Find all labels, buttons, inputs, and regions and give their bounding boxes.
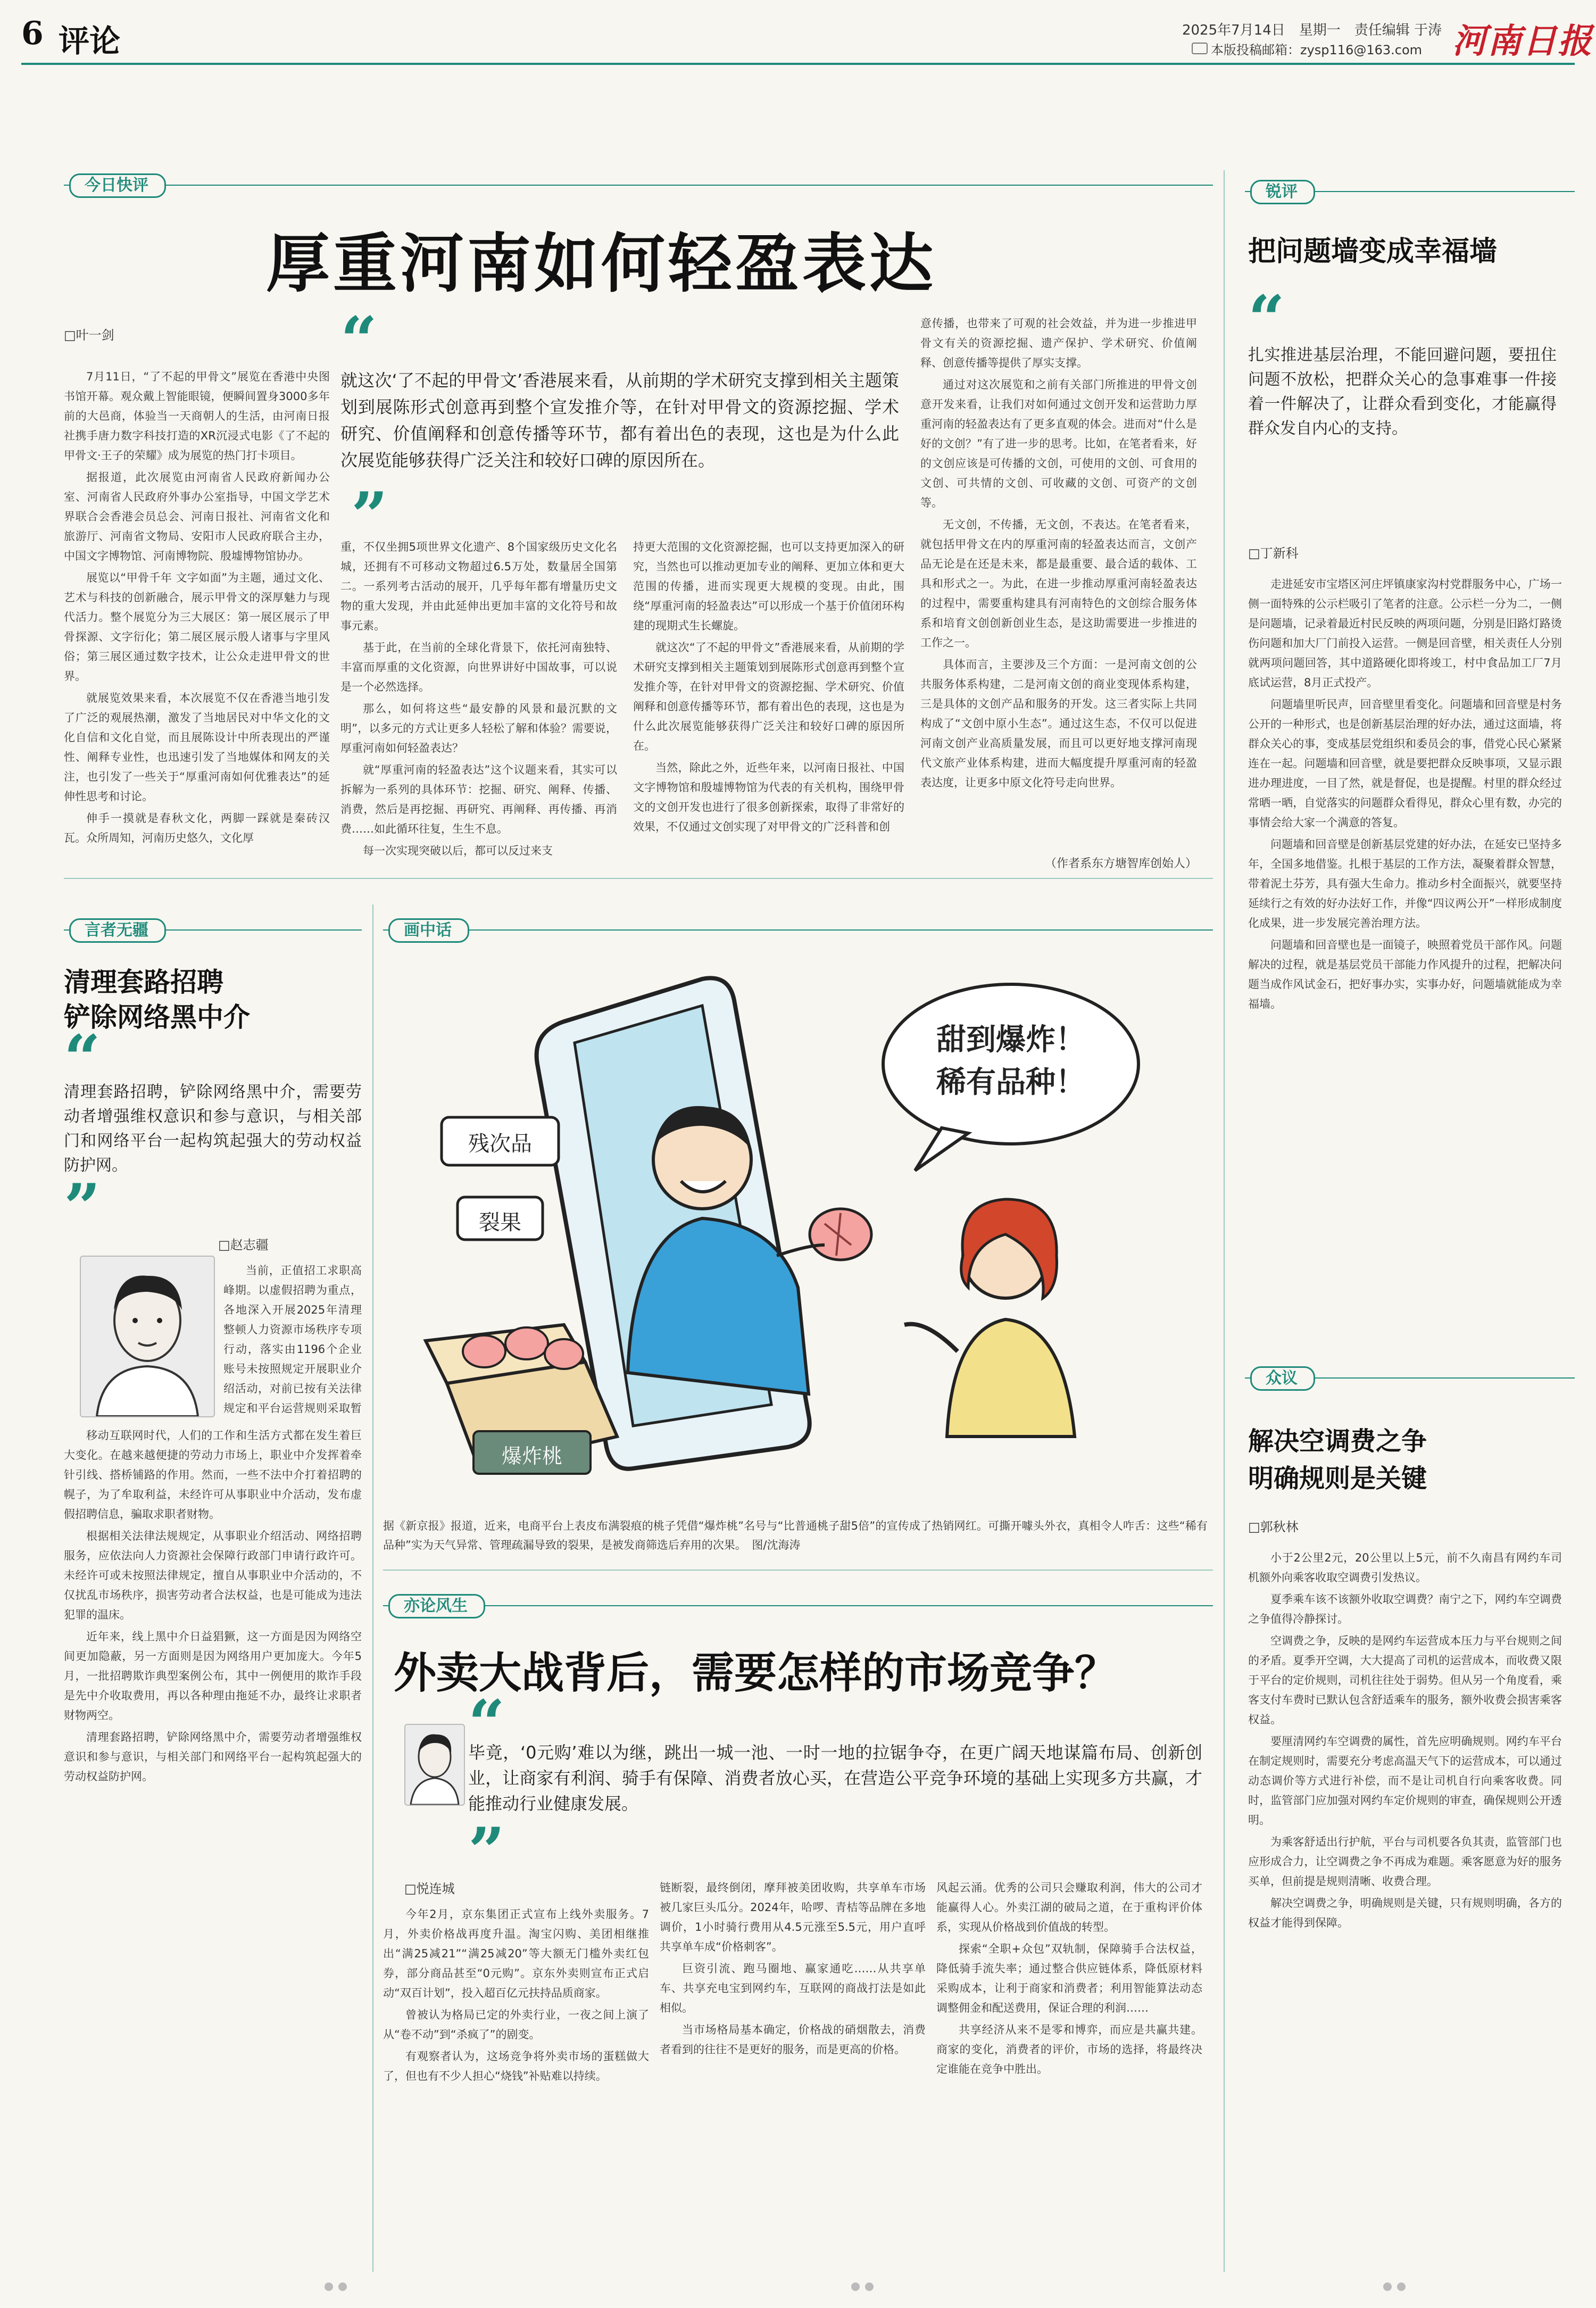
bottom-col1-paragraph: 曾被认为格局已定的外卖行业，一夜之间上演了从“卷不动”到“杀疯了”的剧变。 [383, 2008, 649, 2041]
bottom-tag-line [383, 1605, 1213, 1606]
cartoon-caption: 据《新京报》报道，近来，电商平台上表皮布满裂痕的桃子凭借“爆炸桃”名号与“比普通桃子甜5倍”的宣传成了热销网红。可撕开噱头外衣，真相令人咋舌：这些“稀有品种”实为天气异常、管理疏漏导致的裂果，是被发商筛选后弃用的次果。 图/沈海涛 [383, 1520, 1208, 1551]
email-line: 本版投稿邮箱：zysp116@163.com [1211, 43, 1423, 57]
lead-col2-paragraph: 重，不仅坐拥5项世界文化遗产、8个国家级历史文化名城，还拥有不可移动文物超过6.5万处，数量居全国第二。一系列考古活动的展开，几乎每年都有增量历史文物的重大发现，并由此延伸出更加丰富的文化符号和故事元素。 [340, 541, 617, 632]
left-paragraph: 当前，正值招工求职高峰期。以虚假招聘为重点，各地深入开展2025年清理整顿人力资源市场秩序专项行动，落实由1196个企业账号未按照规定开展职业介绍活动，对前已按有关法律规定和平台运营规则采取暂 [223, 1264, 362, 1415]
sidebar-top-title: 把问题墙变成幸福墙 [1248, 236, 1498, 268]
seller-figure-icon [628, 1106, 871, 1394]
sidebar-bottom-paragraph: 小于2公里2元，20公里以上5元，前不久南昌有网约车司机额外向乘客收取空调费引发热议。 [1248, 1551, 1562, 1584]
left-tag: 言者无疆 [69, 918, 166, 943]
sidebar-bottom-paragraph: 要厘清网约车空调费的属性，首先应明确规则。网约车平台在制定规则时，需要充分考虑高温天气下的运营成本，可以通过动态调价等方式进行补偿，而不是让司机自行向乘客收费。同时，监管部门应加强对网约车定价规则的审查，确保规则公开透明。 [1248, 1735, 1562, 1827]
left-byline: □赵志疆 [218, 1238, 269, 1252]
lead-col1-paragraph: 就展览效果来看，本次展览不仅在香港当地引发了广泛的观展热潮，激发了当地居民对中华文化的文化自信和文化自觉，而且展陈设计中所表现出的严谨性、阐释专业性，也迅速引发了当地媒体和网友的关注，也引发了一些关于“厚重河南如何优雅表达”的延伸性思考和讨论。 [64, 692, 330, 803]
left-body [64, 1426, 362, 2245]
left-body-wrap [223, 1261, 362, 1421]
lead-column-2 [340, 537, 617, 878]
bottom-col1-paragraph: 今年2月，京东集团正式宣布上线外卖服务。7月，外卖价格战再度升温。淘宝闪购、美团相继推出“满25减21”“满25减20”等大额无门槛外卖红包券，部分商品甚至“0元购”。京东外卖则宣布正式启动“双百计划”，投入超百亿元扶持品质商家。 [383, 1908, 649, 1999]
left-title-line-2: 铲除网络黑中介 [64, 1002, 250, 1033]
sidebar-bottom-paragraph: 夏季乘车该不该额外收取空调费？南宁之下，网约车空调费之争值得冷静探讨。 [1248, 1593, 1562, 1625]
bottom-col2-paragraph: 巨资引流、跑马圈地、赢家通吃……从共享单车、共享充电宝到网约车，互联网的商战打法是如此相似。 [660, 1962, 926, 2014]
page-number: 6 [21, 15, 44, 52]
open-quote-icon: “ [1248, 281, 1285, 356]
cartoon-bottom-rule [383, 1570, 1213, 1571]
sidebar-bottom-paragraph: 为乘客舒适出行护航，平台与司机要各负其责，监管部门也应形成合力，让空调费之争不再成为难题。乘客愿意为好的服务买单，但前提是规则清晰、收费合理。 [1248, 1836, 1562, 1888]
lead-col3-paragraph: 就这次“了不起的甲骨文”香港展来看，从前期的学术研究支撑到相关主题策划到展陈形式创意再到整个宣发推介等，在针对甲骨文的资源挖掘、学术研究、价值阐释和创意传播等环节，都有着出色的表现，这也是为什么此次展览能够获得广泛关注和较好口碑的原因所在。 [633, 641, 904, 752]
sidebar-top-body [1248, 575, 1562, 1373]
sidebar-bottom-body [1248, 1548, 1562, 2256]
speech-bubble-line-2: 稀有品种！ [936, 1065, 1085, 1100]
left-paragraph: 移动互联网时代，人们的工作和生活方式都在发生着巨大变化。在越来越便捷的劳动力市场上，职业中介发挥着牵针引线、搭桥铺路的作用。然而，一些不法中介打着招聘的幌子，为了牟取利益，未经许可从事职业中介活动，发布虚假招聘信息，骗取求职者财物。 [64, 1429, 362, 1521]
cartoon-tag: 画中话 [388, 918, 469, 943]
open-quote-icon: “ [340, 303, 378, 378]
lead-col3-paragraph: 持更大范围的文化资源挖掘，也可以支持更加深入的研究，当然也可以推动更加专业的阐释、更加立体和更大范围的传播，进而实现更大规模的变现。由此，围绕“厚重河南的轻盈表达”可以形成一个基于价值闭环构建的现期式生长螺旋。 [633, 541, 904, 632]
lead-tag-line [64, 185, 1213, 186]
masthead-logo: 河南日报 [1452, 21, 1593, 61]
section-name: 评论 [59, 23, 121, 59]
lead-col2-paragraph: 每一次实现突破以后，都可以反过来支 [363, 844, 553, 857]
left-paragraph: 近年来，线上黑中介日益猖獗，这一方面是因为网络空间更加隐蔽，另一方面则是因为网络用户更加庞大。今年5月，一批招聘欺诈典型案例公布，其中一例便用的欺诈手段是先中介收取费用，再以各种理由拖延不办，最终让求职者财物两空。 [64, 1630, 362, 1722]
sidebar-bottom-tag: 众议 [1250, 1366, 1315, 1391]
lead-author-credit: （作者系东方塘智库创始人） [1044, 857, 1197, 870]
close-quote-icon: ” [468, 1814, 505, 1889]
speech-bubble-line-1: 甜到爆炸！ [936, 1023, 1085, 1057]
close-quote-icon: ” [351, 478, 388, 553]
header-rule [21, 63, 1575, 65]
shopper-figure-icon [904, 1199, 1075, 1437]
left-quote: 清理套路招聘，铲除网络黑中介，需要劳动者增强维权意识和参与意识，与相关部门和网络平台一起构筑起强大的劳动权益防护网。 [64, 1083, 362, 1175]
column-divider [372, 904, 373, 2272]
sidebar-top-paragraph: 问题墙里听民声，回音壁里看变化。问题墙和回音壁是村务公开的一种形式，也是创新基层治理的好办法，通过这面墙，将群众关心的事，变成基层党组织和委员会的事，借党心民心紧紧连在一起。问题墙和回音壁，就是要把群众反映事项，又显示跟进办理进度，一目了然，就是督促，也是提醒。村里的群众经过常晒一晒，自觉落实的问题群众看得见，群众心里有数，办完的事情会给大家一个满意的答复。 [1248, 698, 1562, 829]
sidebar-top-paragraph: 问题墙和回音壁也是一面镜子，映照着党员干部作风。问题解决的过程，就是基层党员干部能力作风提升的过程，把解决问题当成作风试金石，把好事办实，实事办好，问题墙就能成为幸福墙。 [1248, 939, 1562, 1010]
lead-column-3 [633, 537, 904, 878]
bottom-col1-paragraph: 有观察者认为，这场竞争将外卖市场的蛋糕做大了，但也有不少人担心“烧钱”补贴难以持续。 [383, 2050, 649, 2082]
bottom-byline: □悦连城 [404, 1881, 455, 1896]
date-line: 2025年7月14日 星期一 责任编辑 于涛 [1182, 22, 1442, 38]
bottom-col3-paragraph: 探索“全职+众包”双轨制，保障骑手合法权益，降低骑手流失率；通过整合供应链体系，降低原材料采购成本，让利于商家和消费者；利用智能算法动态调整佣金和配送费用，保证合理的利润…… [936, 1942, 1202, 2014]
lead-column-1 [64, 367, 330, 878]
sidebar-bottom-title-line-2: 明确规则是关键 [1248, 1464, 1427, 1493]
lead-col1-paragraph: 展览以“甲骨千年 文字如面”为主题，通过文化、艺术与科技的创新融合，展示甲骨文的深厚魅力与现代活力。整个展览分为三大展区：第一展区展示了甲骨探源、文字衍化；第二展区展示殷人诸事与字里风俗；第三展区通过数字技术，让公众走进甲骨文的世界。 [64, 571, 330, 683]
footer-dot-icon [338, 2282, 347, 2291]
column-divider [1224, 170, 1225, 2272]
lead-col1-paragraph: 伸手一摸就是春秋文化，两脚一踩就是秦砖汉瓦。众所周知，河南历史悠久，文化厚 [64, 812, 330, 844]
left-paragraph: 根据相关法律法规规定，从事职业介绍活动、网络招聘服务，应依法向人力资源社会保障行政部门申请行政许可。未经许可或未按照法律规定，擅自从事职业中介活动的，不仅扰乱市场秩序，损害劳动者合法权益，也是可能成为违法犯罪的温床。 [64, 1530, 362, 1621]
footer-dot-icon [1383, 2282, 1392, 2291]
lead-column-4 [920, 314, 1197, 851]
cartoon-tag-line [383, 929, 1213, 931]
bottom-column-2 [660, 1878, 926, 2267]
bottom-quote: 毕竟，‘0元购’难以为继，跳出一城一池、一时一地的拉锯争夺，在更广阔天地谋篇布局、创新创业，让商家有利润、骑手有保障、消费者放心买，在营造公平竞争环境的基础上实现多方共赢，才能推动行业健康发展。 [468, 1742, 1202, 1814]
lead-col1-paragraph: 据报道，此次展览由河南省人民政府新闻办公室、河南省人民政府外事办公室指导，中国文学艺术界联合会香港会员总会、河南日报社、河南省文化和旅游厅、河南省文物局、安阳市人民政府联合主办，中国文字博物馆、河南博物院、殷墟博物馆协办。 [64, 471, 330, 562]
lead-quote: 就这次‘了不起的甲骨文’香港展来看，从前期的学术研究支撑到相关主题策划到展陈形式创意再到整个宣发推介等，在针对甲骨文的资源挖掘、学术研究、价值阐释和创意传播等环节，都有着出色的表现，这也是为什么此次展览能够获得广泛关注和较好口碑的原因所在。 [340, 370, 899, 470]
lead-col2-paragraph: 基于此，在当前的全球化背景下，依托河南独特、丰富而厚重的文化资源，向世界讲好中国故事，可以说是一个必然选择。 [340, 641, 617, 693]
label-bursting-peach: 爆炸桃 [501, 1444, 562, 1468]
lead-col2-paragraph: 就“厚重河南的轻盈表达”这个议题来看，其实可以拆解为一系列的具体环节：挖掘、研究、阐释、传播、消费，然后是再挖掘、再研究、再阐释、再传播、再消费……如此循环往复，生生不息。 [340, 763, 617, 835]
bottom-col2-paragraph: 当市场格局基本确定，价格战的硝烟散去，消费者看到的往往不是更好的服务，而是更高的价格。 [660, 2023, 926, 2056]
bottom-col2-paragraph: 链断裂，最终倒闭，摩拜被美团收购，共享单车市场被几家巨头瓜分。2024年，哈啰、青桔等品牌在多地调价，1小时骑行费用从4.5元涨至5.5元，用户直呼共享单车成“价格刺客”。 [660, 1881, 926, 1953]
author-portrait [404, 1724, 465, 1806]
sidebar-bottom-paragraph: 解决空调费之争，明确规则是关键，只有规则明确，各方的权益才能得到保障。 [1248, 1897, 1562, 1929]
lead-title: 厚重河南如何轻盈表达 [266, 226, 936, 301]
lead-col1-paragraph: 7月11日，“了不起的甲骨文”展览在香港中央图书馆开幕。观众戴上智能眼镜，便瞬间置身3000多年前的大邑商，体验当一天商朝人的生活，由河南日报社携手唐力数字科技打造的XR沉浸式电影《了不起的甲骨文·王子的荣耀》成为展览的热门打卡项目。 [64, 370, 330, 462]
footer-dot-icon [325, 2282, 333, 2291]
lead-tag: 今日快评 [69, 173, 166, 198]
bottom-col3-paragraph: 共享经济从来不是零和博弈，而应是共赢共建。商家的变化，消费者的评价，市场的选择，将最终决定谁能在竞争中胜出。 [936, 2023, 1202, 2075]
footer-dot-icon [851, 2282, 860, 2291]
sidebar-top-tag: 锐评 [1250, 180, 1315, 204]
author-portrait [80, 1256, 215, 1417]
sidebar-top-quote: 扎实推进基层治理，不能回避问题，要扭住问题不放松，把群众关心的急事难事一件接着一件解决了，让群众看到变化，才能赢得群众发自内心的支持。 [1248, 346, 1557, 438]
cartoon-illustration [404, 958, 1192, 1511]
sidebar-top-paragraph: 走进延安市宝塔区河庄坪镇康家沟村党群服务中心，广场一侧一面特殊的公示栏吸引了笔者的注意。公示栏一分为二，一侧是问题墙，记录着最近村民反映的两项问题，分别是旧路灯路烫伤问题和加大厂门前投入运营。一侧是回音壁，相关责任人分别就两项问题回答，其中道路硬化即将竣工，村中食品加工厂7月底试运营，8月正式投产。 [1248, 578, 1562, 689]
bottom-column-1 [383, 1905, 649, 2267]
label-cracked: 裂果 [479, 1210, 521, 1235]
open-quote-icon: “ [64, 1021, 101, 1096]
sidebar-top-paragraph: 问题墙和回音壁是创新基层党建的好办法，在延安已坚持多年，全国多地借鉴。扎根于基层的工作方法，凝聚着群众智慧，带着泥土芬芳，具有强大生命力。推动乡村全面振兴，就要坚持延续行之有效的好办法好工作，并像“四议两公开”一样形成制度化成果，进一步发展完善治理方法。 [1248, 838, 1562, 929]
sidebar-bottom-title-line-1: 解决空调费之争 [1248, 1426, 1427, 1456]
footer-dot-icon [1397, 2282, 1406, 2291]
close-quote-icon: ” [64, 1170, 101, 1245]
label-defective: 残次品 [468, 1132, 532, 1156]
bottom-col3-paragraph: 风起云涌。优秀的公司只会赚取利润，伟大的公司才能赢得人心。外卖江湖的破局之道，在于重构评价体系，实现从价格战到价值战的转型。 [936, 1881, 1202, 1933]
lead-col4-paragraph: 无文创，不传播，无文创，不表达。在笔者看来，就包括甲骨文在内的厚重河南的轻盈表达而言，文创产品无论是在还是未来，都是最重要、最合适的载体、工具和形式之一。为此，在进一步推动厚重河南轻盈表达的过程中，需要重构建具有河南特色的文创综合服务体系和培育文创创新创业生态，是这助需要进一步推进的工作之一。 [920, 518, 1197, 649]
mail-icon [1192, 43, 1208, 54]
left-paragraph: 清理套路招聘，铲除网络黑中介，需要劳动者增强维权意识和参与意识，与相关部门和网络平台一起构筑起强大的劳动权益防护网。 [64, 1731, 362, 1783]
lead-col3-paragraph: 当然，除此之外，近些年来，以河南日报社、中国文字博物馆和殷墟博物馆为代表的有关机构，围绕甲骨文的文创开发也进行了很多创新探索，取得了非常好的效果，不仅通过文创实现了对甲骨文的广泛科普和创 [633, 761, 904, 833]
sidebar-bottom-byline: □郭秋林 [1248, 1520, 1299, 1534]
lead-col4-paragraph: 具体而言，主要涉及三个方面：一是河南文创的公共服务体系构建，二是河南文创的商业变现体系构建，三是具体的文创产品和服务的开发。这三者实际上共同构成了“文创中原小生态”。通过这生态，不仅可以促进河南文创产业高质量发展，而且可以更好地支撑河南现代文旅产业体系构建，进而大幅度提升厚重河南的轻盈表达度，让更多中原文化符号走向世界。 [920, 658, 1197, 789]
lead-bottom-rule [64, 878, 1213, 879]
sidebar-top-byline: □丁新科 [1248, 546, 1299, 561]
sidebar-bottom-paragraph: 空调费之争，反映的是网约车运营成本压力与平台规则之间的矛盾。夏季开空调，大大提高了司机的运营成本，而收费又限于平台的定价规则，司机往往处于弱势。但从另一个角度看，乘客支付车费时已默认包含舒适乘车的服务，额外收费会损害乘客权益。 [1248, 1634, 1562, 1726]
footer-dot-icon [865, 2282, 874, 2291]
lead-col2-paragraph: 那么，如何将这些“最安静的风景和最沉默的文明”，以多元的方式让更多人轻松了解和体验？需要说，厚重河南如何轻盈表达？ [340, 702, 617, 754]
bottom-column-3 [936, 1878, 1202, 2267]
open-quote-icon: “ [468, 1686, 505, 1761]
lead-col4-paragraph: 通过对这次展览和之前有关部门所推进的甲骨文创意开发来看，让我们对如何通过文创开发和运营助力厚重河南的轻盈表达有了更多直观的体会。进而对“什么是好的文创？”有了进一步的思考。比如，在笔者看来，好的文创应该是可传播的文创，可使用的文创、可食用的文创、可共情的文创、可收藏的文创、可资产的文创等。 [920, 378, 1197, 509]
lead-col4-paragraph: 意传播，也带来了可观的社会效益，并为进一步推进甲骨文有关的资源挖掘、遗产保护、学术研究、价值阐释、创意传播等提供了厚实支撑。 [920, 317, 1197, 369]
bottom-tag: 亦论风生 [388, 1594, 485, 1618]
bottom-title: 外卖大战背后，需要怎样的市场竞争？ [394, 1648, 1117, 1698]
lead-byline: □叶一剑 [64, 328, 114, 343]
left-title-line-1: 清理套路招聘 [64, 967, 223, 998]
